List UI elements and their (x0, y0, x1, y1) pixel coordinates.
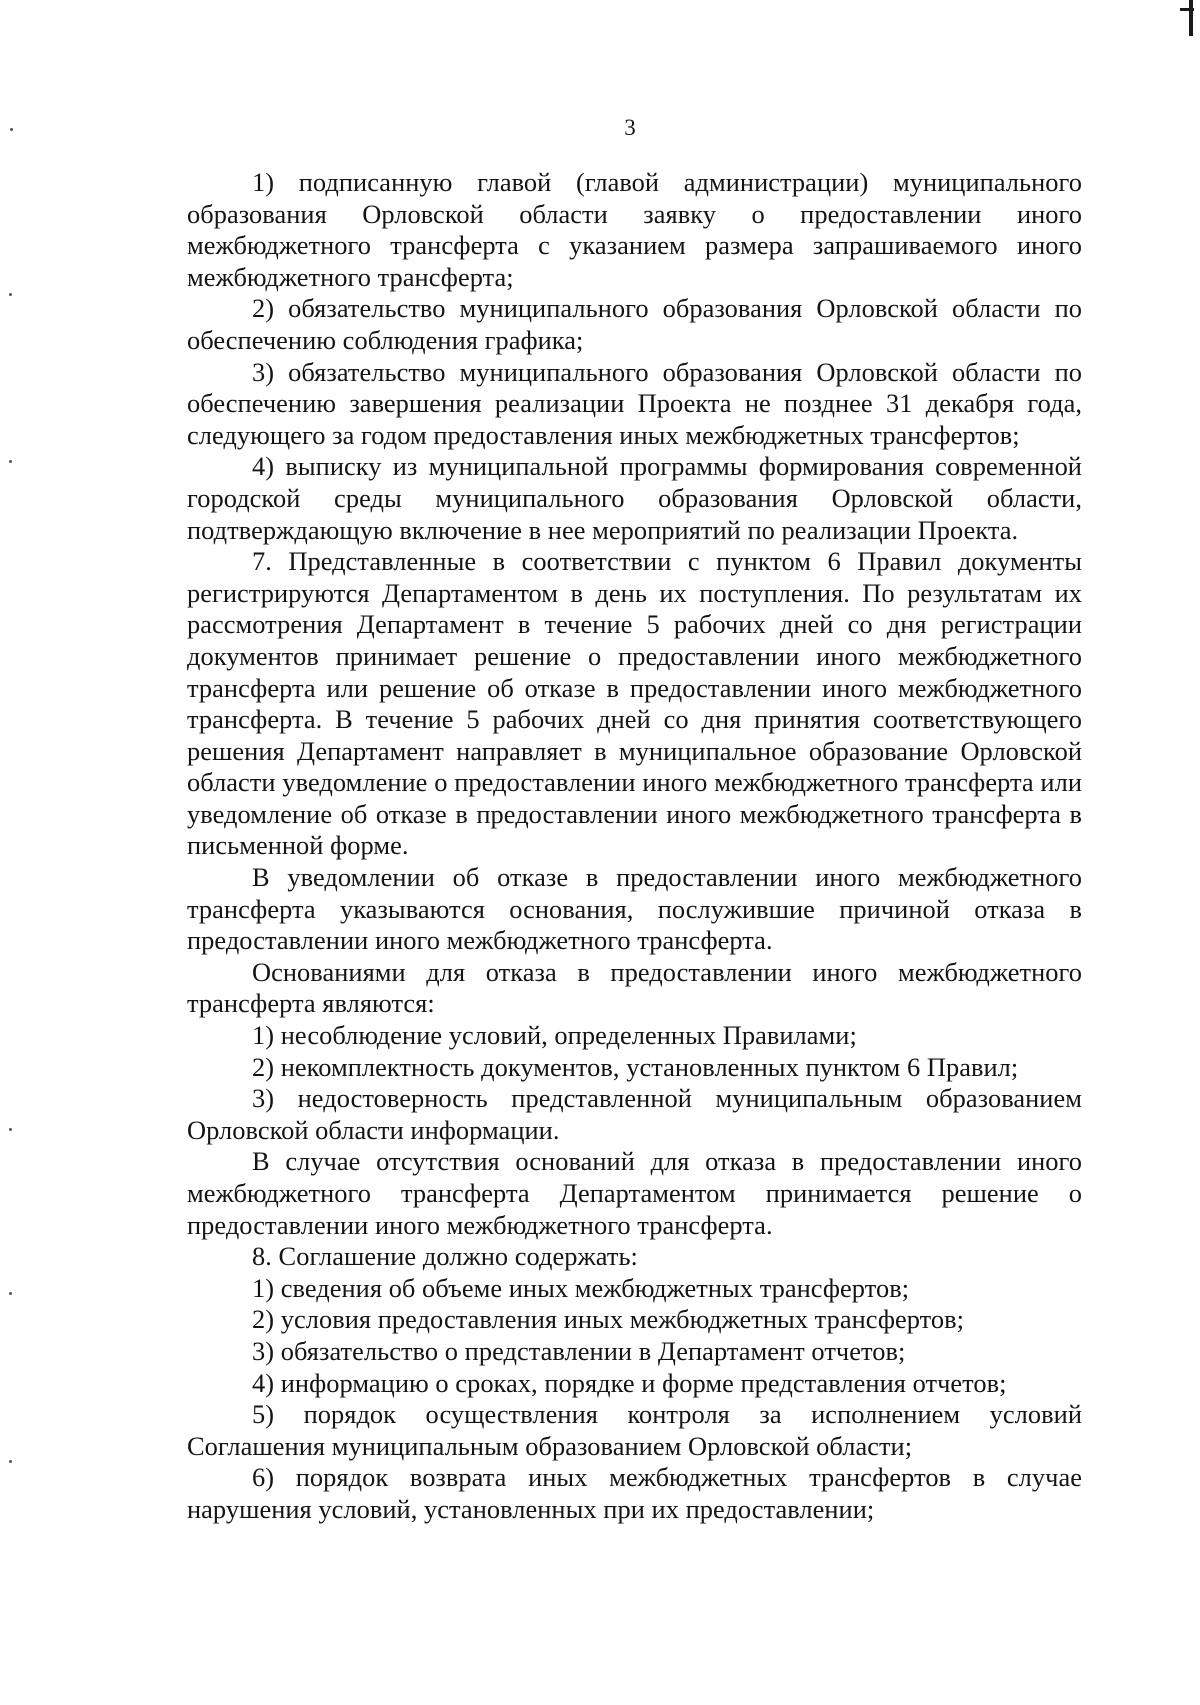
list-item-transfer-volume: 1) сведения об объеме иных межбюджетных трансфертов; (252, 1272, 910, 1303)
scan-corner-mark (1189, 0, 1193, 36)
list-item-reporting-terms: 4) информацию о сроках, порядке и форме представления отчетов; (252, 1367, 1007, 1398)
list-item-signed-application: 1) подписанную главой (главой администрации) муниципального образования Орловской области заявку о предоставлении иного межбюджетного трансферта с указанием размера запрашиваемого иного межбюджетного трансферта; (187, 167, 1082, 292)
list-item-program-extract: 4) выписку из муниципальной программы формирования современной городской среды муниципального образования Орловской области, подтверждающую включение в нее мероприятий по реализации Проекта. (187, 451, 1082, 545)
list-item-refund-procedure: 6) порядок возврата иных межбюджетных трансфертов в случае нарушения условий, установленных при их предоставлении; (187, 1462, 1082, 1524)
paragraph-refusal-notice: В уведомлении об отказе в предоставлении иного межбюджетного трансферта указываются основания, послужившие причиной отказа в предоставлении иного межбюджетного трансферта. (187, 862, 1082, 956)
scan-speck (9, 1292, 12, 1295)
scan-corner-mark-horizontal (1180, 8, 1194, 11)
paragraph-positive-decision: В случае отсутствия оснований для отказа в предоставлении иного межбюджетного трансферта Департаментом принимается решение о предоставлении иного межбюджетного трансферта. (187, 1146, 1082, 1240)
clause-7-registration: 7. Представленные в соответствии с пунктом 6 Правил документы регистрируются Департаментом в день их поступления. По результатам их рассмотрения Департамент в течение 5 рабочих дней со дня регистрации документов принимает решение о предоставлении иного межбюджетного трансферта или решение об отказе в предоставлении иного межбюджетного трансферта. В течение 5 рабочих дней со дня принятия соответствующего решения Департамент направляет в муниципальное образование Орловской области уведомление о предоставлении иного межбюджетного трансферта или уведомление об отказе в предоставлении иного межбюджетного трансферта в письменной форме. (187, 546, 1082, 861)
scan-speck (9, 460, 12, 463)
list-item-control-procedure: 5) порядок осуществления контроля за исполнением условий Соглашения муниципальным образованием Орловской области; (187, 1399, 1082, 1461)
scan-speck (9, 1128, 12, 1131)
clause-8-agreement: 8. Соглашение должно содержать: (252, 1241, 638, 1272)
list-item-schedule-obligation: 2) обязательство муниципального образования Орловской области по обеспечению соблюдения графика; (187, 293, 1082, 355)
list-item-noncompliance: 1) несоблюдение условий, определенных Правилами; (252, 1020, 857, 1051)
list-item-completion-obligation: 3) обязательство муниципального образования Орловской области по обеспечению завершения реализации Проекта не позднее 31 декабря года, следующего за годом предоставления иных межбюджетных трансфертов; (187, 356, 1082, 450)
document-body (187, 167, 1082, 1526)
list-item-unreliable-information: 3) недостоверность представленной муниципальным образованием Орловской области информации. (187, 1083, 1082, 1145)
list-item-transfer-conditions: 2) условия предоставления иных межбюджетных трансфертов; (252, 1304, 965, 1335)
paragraph-refusal-grounds: Основаниями для отказа в предоставлении иного межбюджетного трансферта являются: (187, 956, 1082, 1019)
scan-speck (9, 293, 12, 296)
page-number: 3 (624, 115, 636, 140)
scan-speck (9, 1460, 12, 1463)
list-item-incomplete-documents: 2) некомплектность документов, установленных пунктом 6 Правил; (252, 1051, 1019, 1082)
list-item-reporting-obligation: 3) обязательство о представлении в Департамент отчетов; (252, 1335, 906, 1366)
